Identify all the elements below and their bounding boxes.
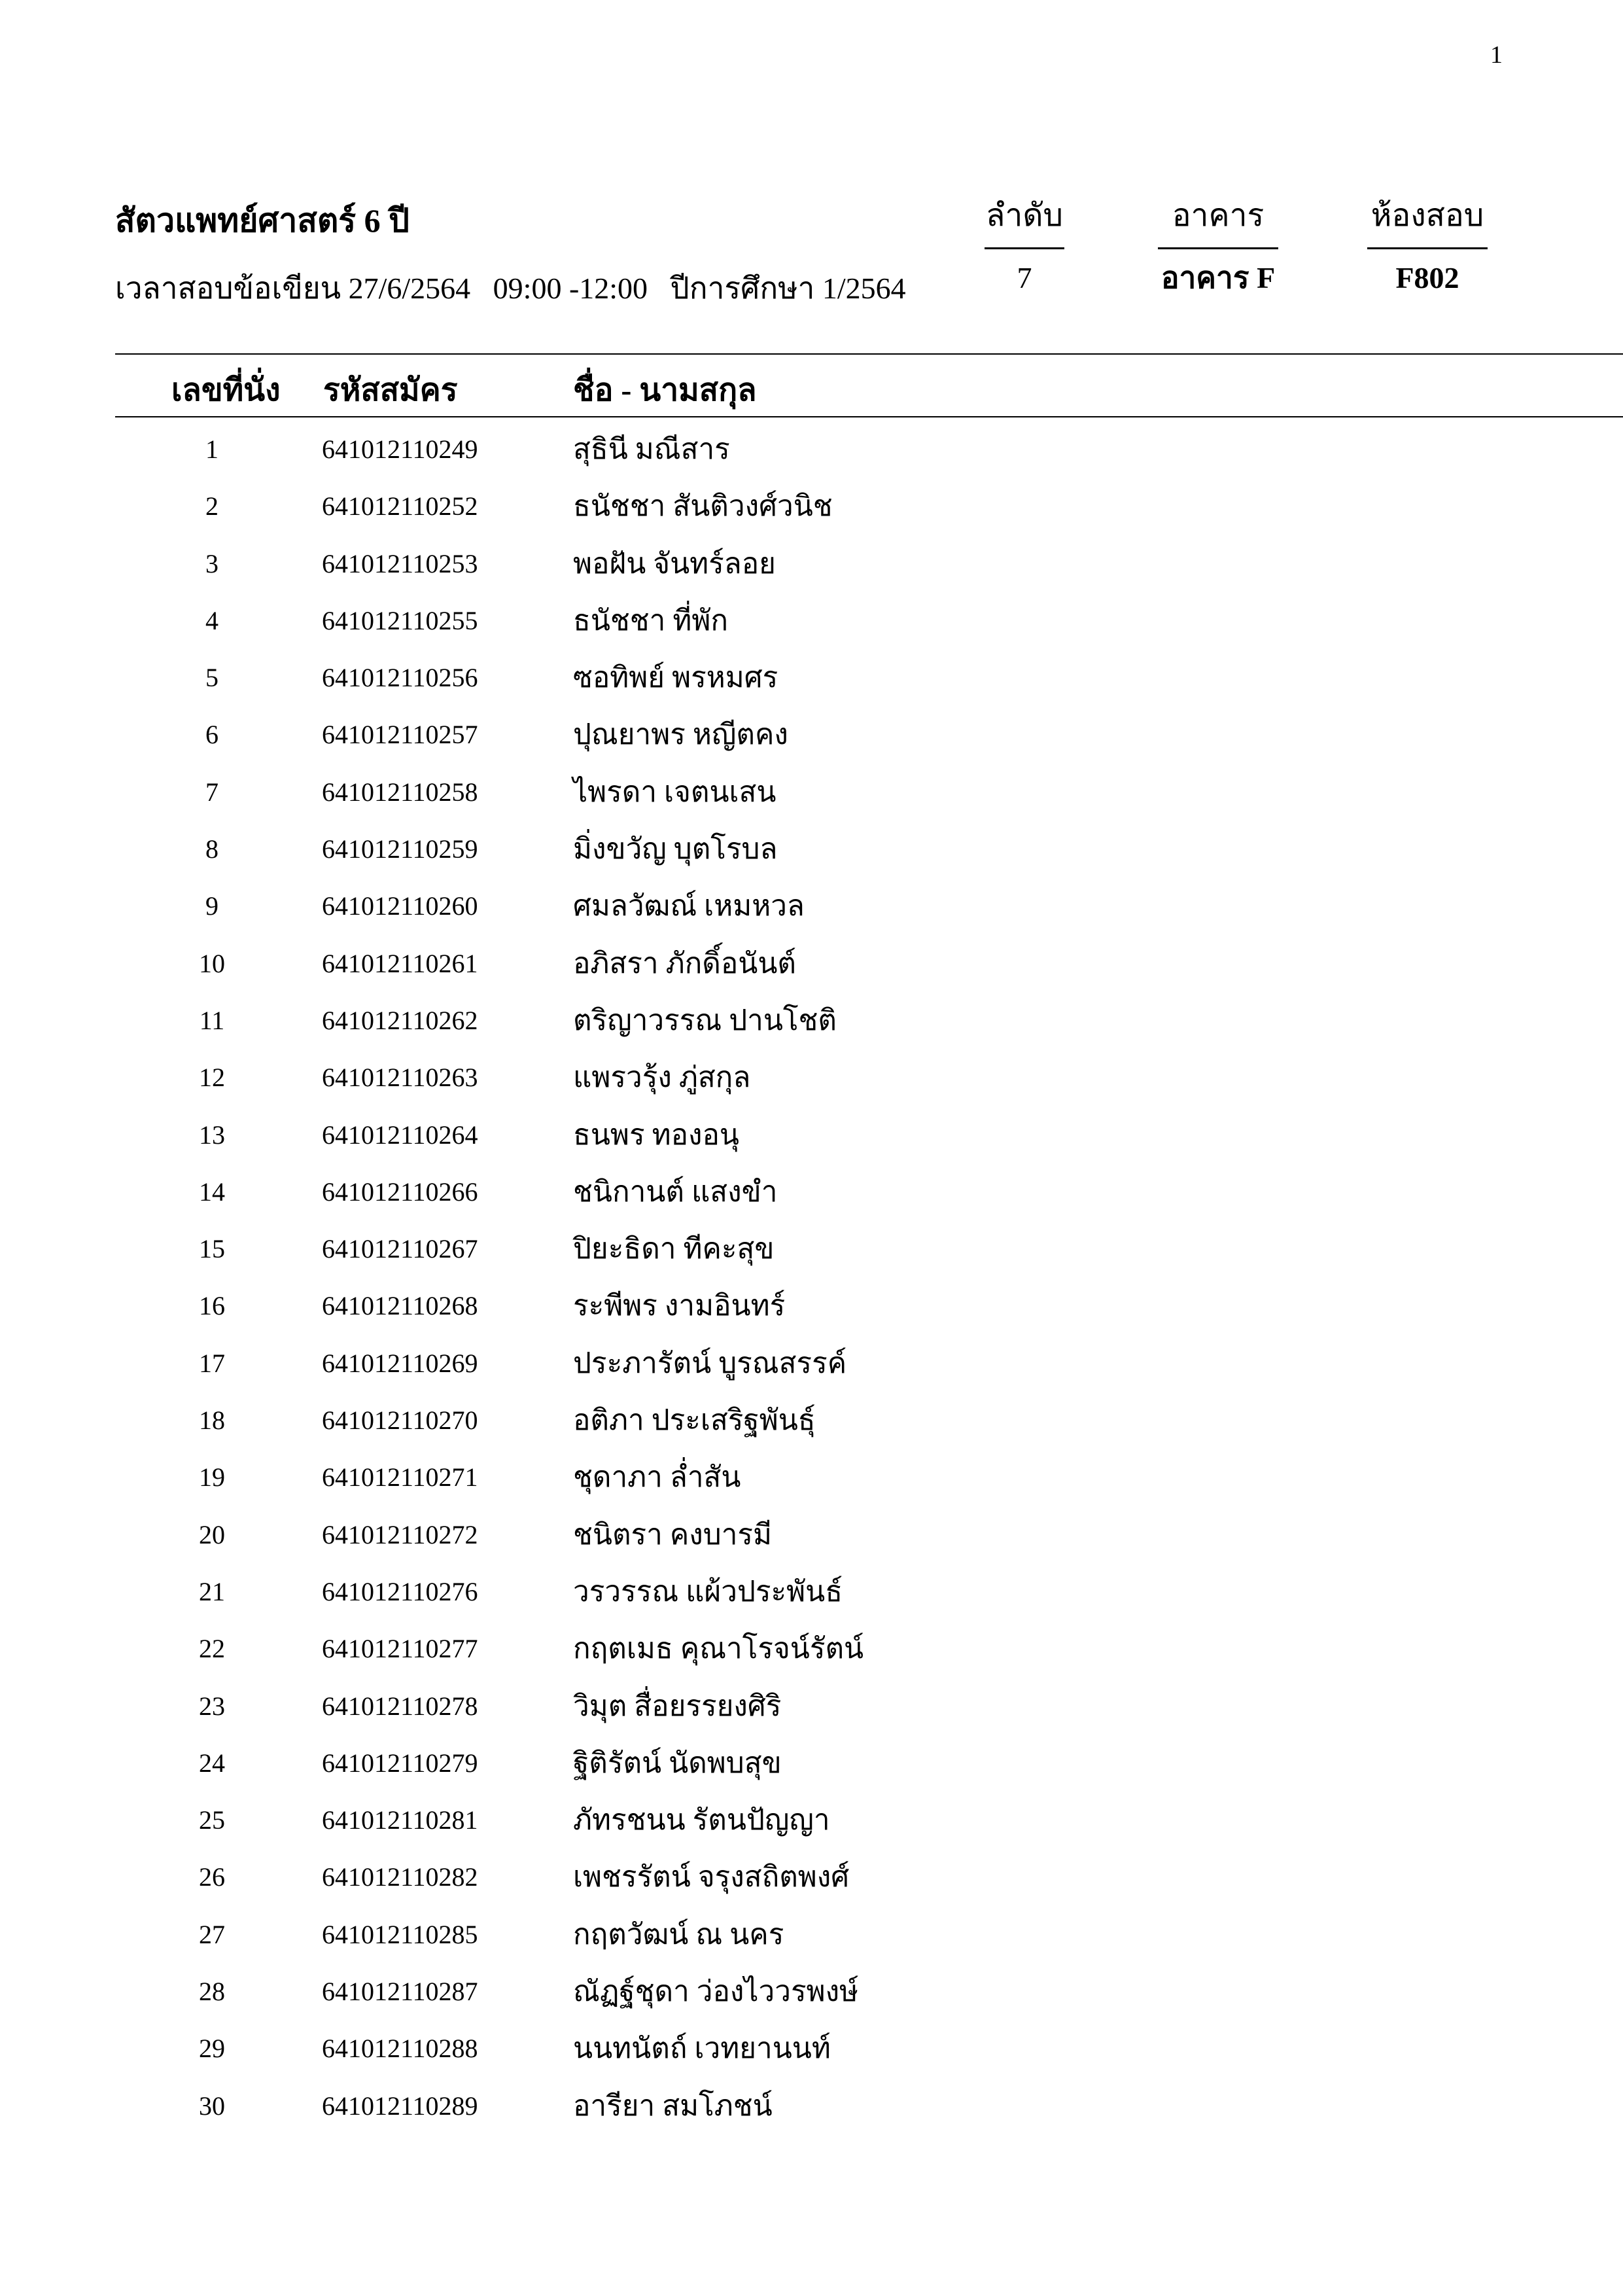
- table-row: [0, 1915, 1623, 1972]
- candidate-name: นนทนัตถ์ เวทยานนท์: [573, 2032, 831, 2065]
- seat-number: 20: [199, 1519, 225, 1549]
- order-value: 7: [1017, 261, 1032, 294]
- table-row: [0, 1572, 1623, 1629]
- candidate-name: ระพีพร งามอินทร์: [573, 1290, 786, 1322]
- applicant-id: 641012110263: [322, 1063, 478, 1093]
- candidate-name: ธนัชชา สันติวงศ์วนิช: [573, 490, 833, 523]
- applicant-id: 641012110262: [322, 1005, 478, 1035]
- applicant-id: 641012110270: [322, 1405, 478, 1436]
- seat-number: 28: [199, 1977, 225, 2007]
- table-row: [0, 944, 1623, 1001]
- seat-number: 10: [199, 948, 225, 978]
- seat-number: 12: [199, 1063, 225, 1093]
- applicant-id: 641012110264: [322, 1120, 478, 1150]
- applicant-id: 641012110261: [322, 948, 478, 978]
- seat-number: 1: [205, 434, 218, 464]
- candidate-name: ธนัชชา ที่พัก: [573, 604, 729, 637]
- applicant-id: 641012110287: [322, 1977, 478, 2007]
- seat-number: 25: [199, 1805, 225, 1835]
- candidate-name: ชุดาภา ล่ำสัน: [573, 1461, 741, 1494]
- room-underline: [1367, 247, 1488, 249]
- exam-schedule: เวลาสอบข้อเขียน 27/6/2564 09:00 -12:00 ปีการศึกษา 1/2564: [115, 272, 906, 305]
- table-row: [0, 1801, 1623, 1858]
- candidate-name: เพชรรัตน์ จรุงสถิตพงศ์: [573, 1861, 850, 1894]
- table-row: [0, 658, 1623, 715]
- candidate-name: ซอทิพย์ พรหมศร: [573, 662, 778, 694]
- applicant-id: 641012110277: [322, 1634, 478, 1664]
- table-top-rule: [115, 353, 1623, 355]
- candidate-name: พอฝัน จันทร์ลอย: [573, 547, 776, 580]
- room-value: F802: [1395, 261, 1459, 294]
- table-header-rule: [115, 416, 1623, 417]
- applicant-id: 641012110266: [322, 1176, 478, 1207]
- seat-number: 23: [199, 1691, 225, 1721]
- seat-number: 29: [199, 2034, 225, 2064]
- candidate-name: ฐิติรัตน์ นัดพบสุข: [573, 1746, 782, 1779]
- table-row: [0, 887, 1623, 944]
- table-row: [0, 1629, 1623, 1686]
- table-row: [0, 430, 1623, 487]
- applicant-id: 641012110260: [322, 891, 478, 921]
- applicant-id: 641012110279: [322, 1748, 478, 1778]
- candidate-name: สุธินี มณีสาร: [573, 433, 730, 465]
- seat-number: 7: [205, 777, 218, 807]
- applicant-id: 641012110257: [322, 720, 478, 750]
- seat-number: 18: [199, 1405, 225, 1436]
- applicant-id: 641012110281: [322, 1805, 478, 1835]
- faculty-title: สัตวแพทย์ศาสตร์ 6 ปี: [115, 202, 410, 239]
- applicant-id: 641012110256: [322, 663, 478, 693]
- seat-number: 27: [199, 1919, 225, 1949]
- column-header-name: ชื่อ - นามสกุล: [573, 373, 757, 408]
- building-label: อาคาร: [1172, 198, 1265, 233]
- candidate-name: มิ่งขวัญ บุตโรบล: [573, 833, 778, 866]
- candidate-name: ปิยะธิดา ทีคะสุข: [573, 1233, 775, 1265]
- candidate-name: กฤตเมธ คุณาโรจน์รัตน์: [573, 1633, 864, 1665]
- candidate-name: อารียา สมโภชน์: [573, 2089, 773, 2122]
- table-row: [0, 601, 1623, 658]
- table-row: [0, 830, 1623, 887]
- table-row: [0, 1858, 1623, 1915]
- building-block: [1153, 196, 1283, 298]
- seat-number: 16: [199, 1291, 225, 1321]
- table-row: [0, 2087, 1623, 2144]
- seat-number: 9: [205, 891, 218, 921]
- order-underline: [985, 247, 1064, 249]
- candidate-name: อติภา ประเสริฐพันธุ์: [573, 1404, 816, 1437]
- applicant-id: 641012110285: [322, 1919, 478, 1949]
- candidate-name: ชนิตรา คงบารมี: [573, 1518, 773, 1551]
- candidate-name: ตริญาวรรณ ปานโชติ: [573, 1004, 837, 1036]
- seat-number: 26: [199, 1862, 225, 1892]
- seat-number: 8: [205, 834, 218, 864]
- candidate-name: ศมลวัฒณ์ เหมหวล: [573, 890, 805, 923]
- table-row: [0, 1344, 1623, 1401]
- candidate-name: ธนพร ทองอนุ: [573, 1118, 739, 1151]
- candidate-name: อภิสรา ภักดิ์อนันต์: [573, 947, 796, 980]
- applicant-id: 641012110289: [322, 2091, 478, 2121]
- candidate-name: ชนิกานต์ แสงขำ: [573, 1175, 778, 1208]
- table-row: [0, 1173, 1623, 1229]
- applicant-id: 641012110276: [322, 1576, 478, 1606]
- table-row: [0, 1458, 1623, 1515]
- table-row: [0, 1116, 1623, 1173]
- column-header-applicant-id: รหัสสมัคร: [323, 373, 458, 408]
- building-underline: [1158, 247, 1278, 249]
- table-row: [0, 1286, 1623, 1343]
- applicant-id: 641012110249: [322, 434, 478, 464]
- room-block: [1362, 196, 1493, 298]
- room-label: ห้องสอบ: [1370, 198, 1484, 233]
- building-value: อาคาร F: [1161, 261, 1276, 294]
- table-row: [0, 1001, 1623, 1058]
- applicant-id: 641012110267: [322, 1234, 478, 1264]
- applicant-id: 641012110272: [322, 1519, 478, 1549]
- candidate-name: วรวรรณ แผ้วประพันธ์: [573, 1575, 843, 1608]
- candidate-name: ประภารัตน์ บูรณสรรค์: [573, 1347, 847, 1379]
- table-row: [0, 1744, 1623, 1801]
- seat-number: 2: [205, 491, 218, 521]
- seat-number: 17: [199, 1348, 225, 1378]
- seat-number: 22: [199, 1634, 225, 1664]
- candidate-name: ไพรดา เจตนเสน: [573, 775, 777, 808]
- seat-number: 21: [199, 1576, 225, 1606]
- table-row: [0, 2029, 1623, 2086]
- candidate-name: กฤตวัฒน์ ณ นคร: [573, 1918, 784, 1951]
- candidate-name: ปุณยาพร หญีตคง: [573, 718, 788, 751]
- seat-number: 4: [205, 605, 218, 635]
- applicant-id: 641012110253: [322, 548, 478, 578]
- applicant-id: 641012110259: [322, 834, 478, 864]
- seat-number: 15: [199, 1234, 225, 1264]
- table-row: [0, 487, 1623, 544]
- applicant-id: 641012110255: [322, 605, 478, 635]
- table-row: [0, 715, 1623, 772]
- seat-number: 13: [199, 1120, 225, 1150]
- page-number: 1: [1490, 41, 1503, 69]
- column-header-seat: เลขที่นั่ง: [171, 373, 281, 408]
- applicant-id: 641012110269: [322, 1348, 478, 1378]
- seat-number: 11: [199, 1005, 225, 1035]
- table-row: [0, 1058, 1623, 1115]
- applicant-id: 641012110288: [322, 2034, 478, 2064]
- candidate-name: ภัทรชนน รัตนปัญญา: [573, 1804, 830, 1837]
- table-row: [0, 1229, 1623, 1286]
- order-block: [976, 196, 1073, 298]
- table-row: [0, 1515, 1623, 1572]
- applicant-id: 641012110282: [322, 1862, 478, 1892]
- seat-number: 14: [199, 1176, 225, 1207]
- table-row: [0, 1687, 1623, 1744]
- table-row: [0, 1401, 1623, 1458]
- candidate-name: ณัฏฐ์ชุดา ว่องไววรพงษ์: [573, 1975, 859, 2008]
- applicant-id: 641012110258: [322, 777, 478, 807]
- table-row: [0, 544, 1623, 601]
- applicant-id: 641012110271: [322, 1462, 478, 1492]
- candidate-name: แพรวรุ้ง ภู่สกุล: [573, 1061, 751, 1094]
- seat-number: 3: [205, 548, 218, 578]
- applicant-id: 641012110268: [322, 1291, 478, 1321]
- candidate-name: วิมุต สื่อยรรยงศิริ: [573, 1689, 782, 1722]
- table-row: [0, 1972, 1623, 2029]
- seat-number: 5: [205, 663, 218, 693]
- seat-number: 6: [205, 720, 218, 750]
- applicant-id: 641012110252: [322, 491, 478, 521]
- candidate-list: [0, 430, 1623, 2144]
- applicant-id: 641012110278: [322, 1691, 478, 1721]
- seat-number: 19: [199, 1462, 225, 1492]
- table-row: [0, 773, 1623, 830]
- order-label: ลำดับ: [985, 198, 1063, 233]
- seat-number: 24: [199, 1748, 225, 1778]
- seat-number: 30: [199, 2091, 225, 2121]
